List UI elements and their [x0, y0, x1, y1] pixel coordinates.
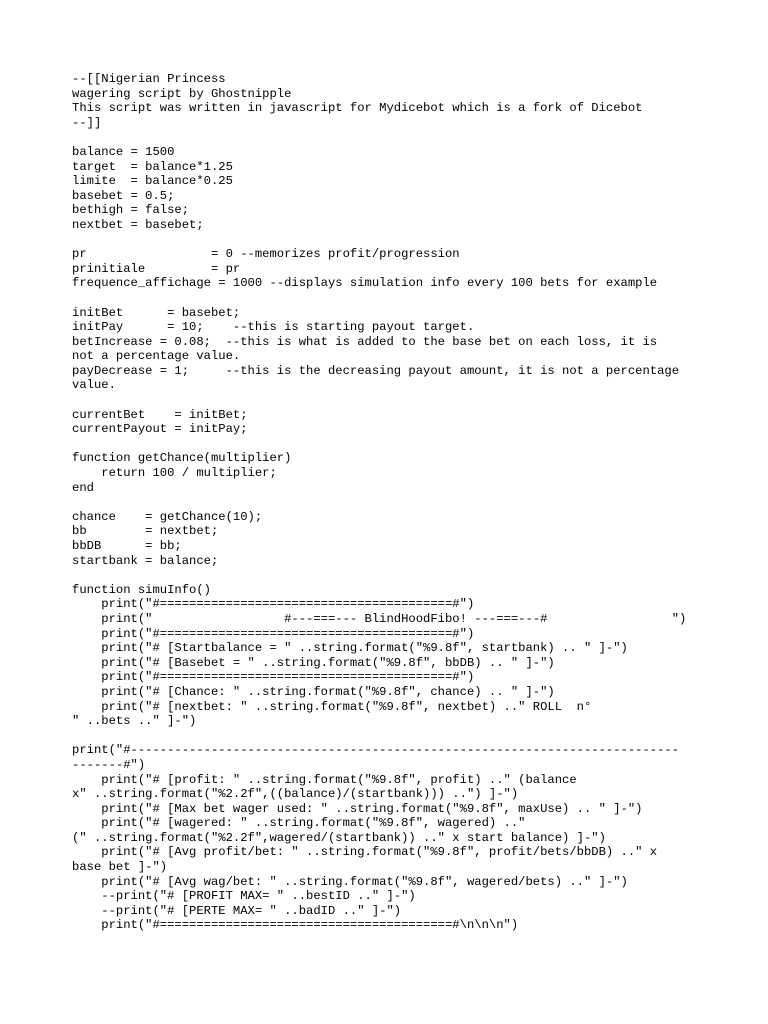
code-line: " ..bets .." ]-"): [72, 714, 197, 729]
code-line: --[[Nigerian Princess: [72, 72, 226, 86]
code-line: startbank = balance;: [72, 553, 219, 568]
code-line: [72, 393, 712, 408]
code-line: print("#========================================#"): [72, 597, 475, 612]
code-line: print("#========================================#"): [72, 626, 475, 641]
code-line: --print("# [PERTE MAX= " ..badID .." ]-"): [72, 903, 402, 918]
code-line: base bet ]-"): [72, 860, 168, 875]
code-line: [72, 233, 712, 248]
code-line: [72, 568, 712, 583]
code-line: end: [72, 480, 94, 495]
code-line: print("# [Avg profit/bet: " ..string.format("%9.8f", profit/bets/bbDB) .." x: [72, 845, 658, 860]
code-line: initPay = 10; --this is starting payout target.: [72, 320, 475, 335]
code-line: function getChance(multiplier): [72, 451, 292, 466]
code-line: currentBet = initBet;: [72, 407, 248, 422]
code-line: [72, 291, 712, 306]
code-line: bb = nextbet;: [72, 524, 219, 539]
code-line: nextbet = basebet;: [72, 217, 204, 232]
code-line: print("# [wagered: " ..string.format("%9.8f", wagered) ..": [72, 816, 526, 831]
code-block: [72, 72, 712, 933]
code-line: wagering script by Ghostnipple: [72, 86, 292, 101]
code-line: --]]: [72, 115, 102, 130]
code-line: bbDB = bb;: [72, 539, 182, 553]
code-line: [72, 437, 712, 452]
code-line: print(" #---===--- BlindHoodFibo! ---===---# "): [72, 611, 687, 626]
code-line: payDecrease = 1; --this is the decreasing payout amount, it is not a percentage: [72, 363, 680, 378]
code-line: basebet = 0.5;: [72, 188, 175, 203]
code-line: betIncrease = 0.08; --this is what is added to the base bet on each loss, it is: [72, 334, 658, 349]
code-line: not a percentage value.: [72, 349, 241, 364]
code-line: print("# [Avg wag/bet: " ..string.format("%9.8f", wagered/bets) .." ]-"): [72, 874, 628, 889]
code-line: print("#========================================#\n\n\n"): [72, 918, 519, 933]
code-line: --print("# [PROFIT MAX= " ..bestID .." ]-"): [72, 889, 416, 904]
code-line: frequence_affichage = 1000 --displays simulation info every 100 bets for example: [72, 276, 658, 291]
code-line: initBet = basebet;: [72, 305, 241, 320]
code-line: value.: [72, 378, 116, 393]
code-line: print("# [Basebet = " ..string.format("%9.8f", bbDB) .. " ]-"): [72, 655, 555, 670]
code-line: chance = getChance(10);: [72, 509, 263, 524]
code-line: [72, 130, 712, 145]
code-line: bethigh = false;: [72, 203, 190, 218]
code-line: print("# [nextbet: " ..string.format("%9.8f", nextbet) .." ROLL n°: [72, 699, 592, 714]
code-line: [72, 729, 712, 744]
code-line: -------#"): [72, 757, 146, 772]
code-line: prinitiale = pr: [72, 261, 241, 276]
code-line: print("# [profit: " ..string.format("%9.8f", profit) .." (balance: [72, 772, 577, 787]
code-line: print("# [Startbalance = " ..string.format("%9.8f", startbank) .. " ]-"): [72, 641, 628, 656]
code-line: print("# [Chance: " ..string.format("%9.8f", chance) .. " ]-"): [72, 684, 555, 699]
code-line: currentPayout = initPay;: [72, 422, 248, 437]
code-line: target = balance*1.25: [72, 159, 233, 174]
code-line: (" ..string.format("%2.2f",wagered/(startbank)) .." x start balance) ]-"): [72, 830, 606, 845]
code-line: [72, 495, 712, 510]
code-line: return 100 / multiplier;: [72, 466, 277, 481]
code-line: pr = 0 --memorizes profit/progression: [72, 247, 460, 262]
code-line: This script was written in javascript for Mydicebot which is a fork of Dicebot: [72, 101, 643, 116]
code-line: print("#---------------------------------------------------------------------------: [72, 743, 680, 758]
code-line: balance = 1500: [72, 144, 175, 159]
code-line: x" ..string.format("%2.2f",((balance)/(startbank))) ..") ]-"): [72, 787, 519, 802]
code-line: print("#========================================#"): [72, 670, 475, 685]
code-line: limite = balance*0.25: [72, 174, 233, 189]
code-line: print("# [Max bet wager used: " ..string.format("%9.8f", maxUse) .. " ]-"): [72, 801, 643, 816]
code-line: function simuInfo(): [72, 582, 211, 597]
